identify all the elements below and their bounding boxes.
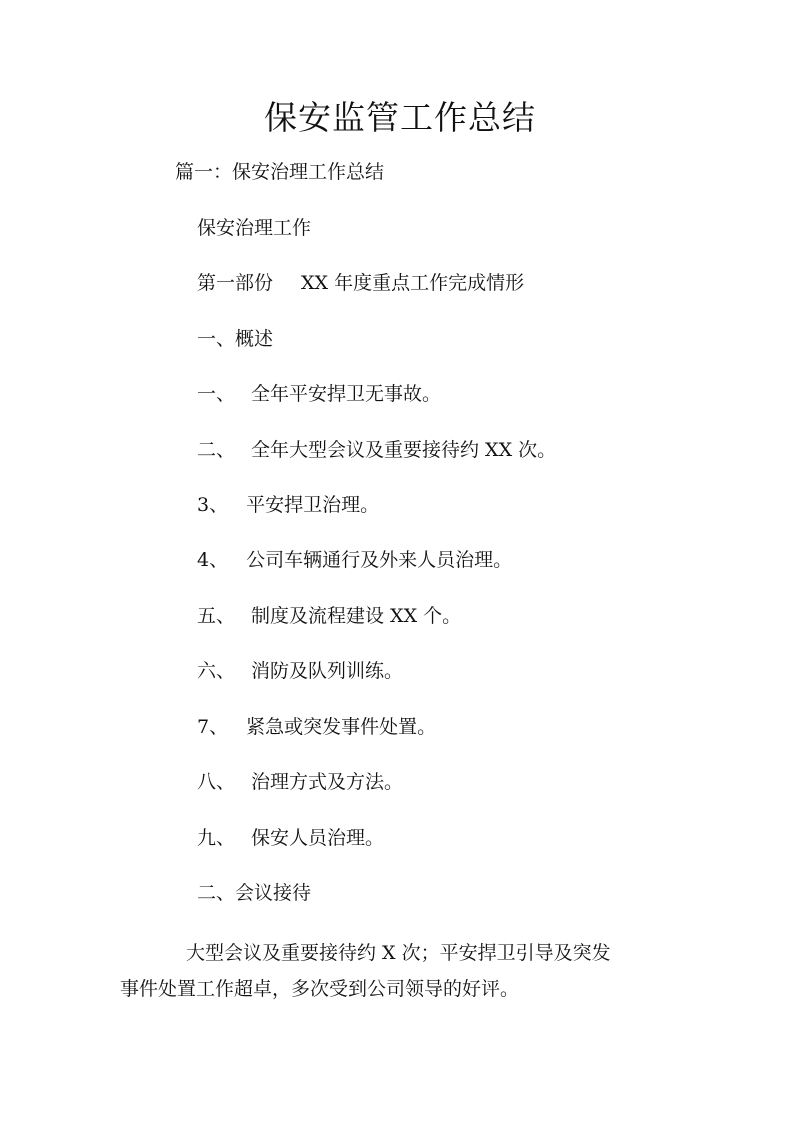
line-text: 篇一：保安治理工作总结 (175, 161, 385, 183)
paragraph-line: 大型会议及重要接待约 X 次；平安捍卫引导及突发 (186, 942, 611, 964)
list-item (197, 546, 512, 574)
list-item (197, 602, 461, 630)
body-paragraph (120, 935, 680, 1007)
line-text: 保安治理工作 (197, 217, 312, 239)
line-marker: 八、 (197, 771, 236, 793)
section-heading (175, 158, 384, 186)
line-text: 全年平安捍卫无事故。 (251, 383, 442, 405)
list-item (197, 491, 379, 519)
line-marker: 一、 (197, 383, 236, 405)
line-text: 公司车辆通行及外来人员治理。 (246, 549, 513, 571)
line-marker: 二、 (197, 439, 236, 461)
document-title: 保安监管工作总结 (264, 98, 536, 137)
list-item (197, 824, 384, 852)
line-text: XX 年度重点工作完成情形 (301, 272, 525, 294)
line-text: 消防及队列训练。 (251, 660, 404, 682)
line-text: 二、会议接待 (197, 882, 312, 904)
paragraph-line: 事件处置工作超卓，多次受到公司领导的好评。 (120, 978, 520, 1000)
list-item (197, 436, 556, 464)
part-heading (197, 269, 524, 297)
line-text: 全年大型会议及重要接待约 XX 次。 (251, 439, 557, 461)
line-text: 治理方式及方法。 (251, 771, 404, 793)
line-marker: 7、 (197, 716, 229, 738)
line-text: 制度及流程建设 XX 个。 (251, 605, 462, 627)
line-marker: 五、 (197, 605, 236, 627)
list-item (197, 380, 441, 408)
overview-heading (197, 325, 273, 353)
meeting-heading (197, 879, 311, 907)
line-marker: 六、 (197, 660, 236, 682)
line-marker: 3、 (197, 494, 229, 516)
line-text: 一、概述 (197, 328, 274, 350)
line-marker: 4、 (197, 549, 229, 571)
line-text: 紧急或突发事件处置。 (246, 716, 437, 738)
list-item (197, 768, 403, 796)
line-marker: 第一部份 (197, 272, 274, 294)
list-item (197, 657, 403, 685)
line-text: 平安捍卫治理。 (246, 494, 380, 516)
line-marker: 九、 (197, 827, 236, 849)
subheading (197, 214, 311, 242)
list-item (197, 713, 436, 741)
line-text: 保安人员治理。 (251, 827, 385, 849)
